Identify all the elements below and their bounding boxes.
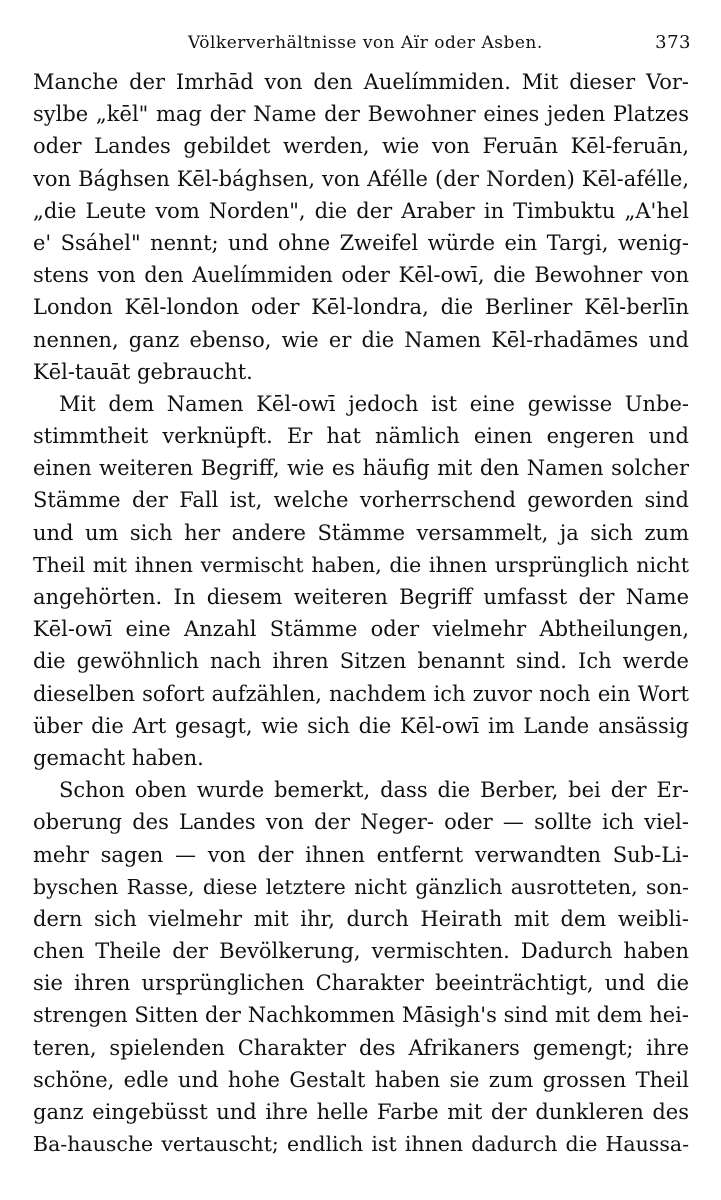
- text-line: die gewöhnlich nach ihren Sitzen benannt sind. Ich werde: [33, 649, 689, 674]
- text-line: stimmtheit verknüpft. Er hat nämlich einen engeren und: [33, 424, 689, 449]
- text-line: byschen Rasse, diese letztere nicht gänzlich ausrotteten, son-: [33, 874, 689, 899]
- text-line: Stämme der Fall ist, welche vorherrschend geworden sind: [33, 488, 689, 513]
- running-title: Völkerverhältnisse von Aïr oder Asben.: [188, 33, 543, 53]
- text-line: London Kēl-london oder Kēl-londra, die Berliner Kēl-berlīn: [33, 295, 689, 320]
- text-line: und um sich her andere Stämme versammelt, ja sich zum: [33, 520, 689, 545]
- text-line: gemacht haben.: [33, 745, 204, 770]
- text-line: Manche der Imrhād von den Auelímmiden. Mit dieser Vor-: [33, 70, 689, 94]
- text-line: sylbe „kēl" mag der Name der Bewohner eines jeden Platzes: [33, 102, 689, 127]
- body-text: [33, 66, 689, 1160]
- text-line: mehr sagen — von der ihnen entfernt verwandten Sub-Li-: [33, 842, 689, 867]
- paragraph-start-line: Mit dem Namen Kēl-owī jedoch ist eine gewisse Unbe-: [59, 391, 689, 416]
- text-line: ganz eingebüsst und ihre helle Farbe mit der dunkleren des: [33, 1100, 689, 1124]
- page-number: 373: [655, 32, 691, 53]
- text-line: chen Theile der Bevölkerung, vermischten. Dadurch haben: [33, 939, 689, 964]
- text-line: „die Leute vom Norden", die der Araber in Timbuktu „A'hel: [33, 198, 689, 223]
- text-line: von Bághsen Kēl-bághsen, von Afélle (der Norden) Kēl-afélle,: [33, 166, 689, 191]
- text-line: e' Ssáhel" nennt; und ohne Zweifel würde ein Targi, wenig-: [33, 230, 689, 255]
- text-line: dieselben sofort aufzählen, nachdem ich zuvor noch ein Wort: [33, 681, 689, 706]
- text-line: einen weiteren Begriff, wie es häufig mit den Namen solcher: [33, 456, 689, 481]
- text-line: Kēl-owī eine Anzahl Stämme oder vielmehr Abtheilungen,: [33, 617, 689, 642]
- text-line: strengen Sitten der Nachkommen Māsigh's sind mit dem hei-: [33, 1003, 689, 1028]
- text-line: nennen, ganz ebenso, wie er die Namen Kēl-rhadāmes und: [33, 327, 689, 352]
- text-line: dern sich vielmehr mit ihr, durch Heirath mit dem weibli-: [33, 906, 689, 931]
- text-line: angehörten. In diesem weiteren Begriff umfasst der Name: [33, 585, 689, 609]
- text-line: teren, spielenden Charakter des Afrikaners gemengt; ihre: [33, 1035, 689, 1060]
- text-line: stens von den Auelímmiden oder Kēl-owī, die Bewohner von: [33, 263, 689, 288]
- text-line: über die Art gesagt, wie sich die Kēl-owī im Lande ansässig: [33, 713, 689, 738]
- text-line: Ba-hausche vertauscht; endlich ist ihnen dadurch die Haussa-: [33, 1132, 689, 1157]
- text-line: Theil mit ihnen vermischt haben, die ihnen ursprünglich nicht: [33, 552, 689, 577]
- text-line: schöne, edle und hohe Gestalt haben sie zum grossen Theil: [33, 1067, 689, 1092]
- text-line: oberung des Landes von der Neger- oder — sollte ich viel-: [33, 810, 689, 835]
- running-header: [0, 30, 721, 56]
- text-line: Kēl-tauāt gebraucht.: [33, 359, 253, 384]
- paragraph-start-line: Schon oben wurde bemerkt, dass die Berber, bei der Er-: [59, 778, 689, 803]
- text-line: oder Landes gebildet werden, wie von Feruān Kēl-feruān,: [33, 134, 689, 159]
- text-line: sie ihren ursprünglichen Charakter beeinträchtigt, und die: [33, 971, 689, 996]
